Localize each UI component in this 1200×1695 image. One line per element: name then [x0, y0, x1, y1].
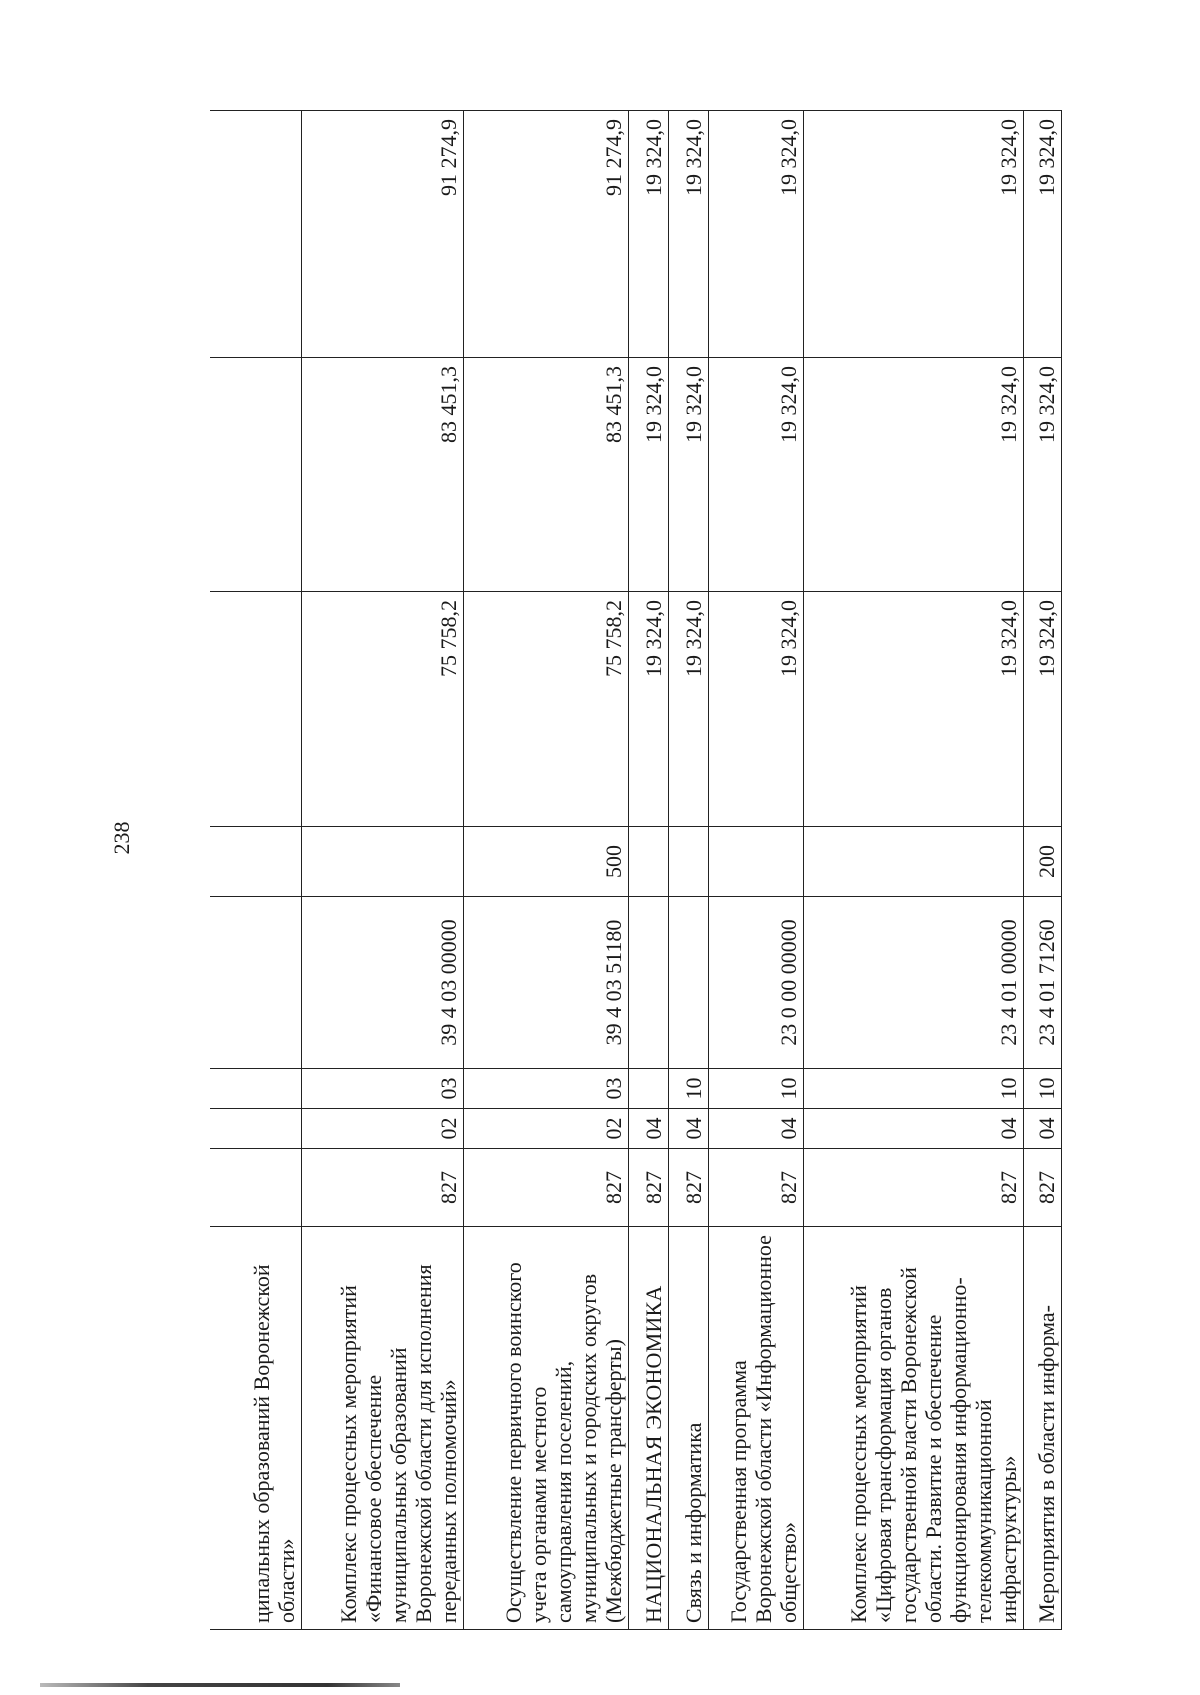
- row-name: Комплекс процессных мероприятий «Цифровая трансформация органов государственной власти Воронежской области. Развитие и обеспечение функционирования информационно-телекоммуникационной инфраструктуры»: [803, 1227, 1023, 1630]
- page-number: 238: [109, 821, 134, 855]
- cell-section: 04: [708, 1109, 803, 1149]
- cell-year-1: 19 324,0: [803, 592, 1023, 827]
- cell-target-article: [668, 897, 708, 1069]
- cell-subsection: 03: [463, 1069, 628, 1109]
- cell-year-2: 19 324,0: [803, 358, 1023, 592]
- cell-section: 04: [803, 1109, 1023, 1149]
- cell-year-1: 19 324,0: [628, 592, 668, 827]
- cell-section: 04: [668, 1109, 708, 1149]
- row-name: Мероприятия в области информа-: [1023, 1227, 1061, 1630]
- budget-table: [210, 110, 1062, 1630]
- cell-year-2: 83 451,3: [463, 358, 628, 592]
- cell-grbs: 827: [1023, 1149, 1061, 1227]
- cell-expense-type: [803, 827, 1023, 897]
- cell-expense-type: [301, 827, 463, 897]
- cell-year-3: 91 274,9: [301, 111, 463, 358]
- row-name: Комплекс процессных мероприятий «Финансовое обеспечение муниципальных образований Воронежской области для исполнения переданных полномочий»: [301, 1227, 463, 1630]
- budget-table-rotated: [210, 111, 1121, 1630]
- cell-year-3: 91 274,9: [463, 111, 628, 358]
- cell-expense-type: 200: [1023, 827, 1061, 897]
- row-name: Связь и информатика: [668, 1227, 708, 1630]
- cell-expense-type: [210, 827, 301, 897]
- cell-year-2: 83 451,3: [301, 358, 463, 592]
- cell-grbs: 827: [463, 1149, 628, 1227]
- cell-year-2: 19 324,0: [628, 358, 668, 592]
- cell-year-1: 75 758,2: [301, 592, 463, 827]
- cell-grbs: 827: [803, 1149, 1023, 1227]
- cell-grbs: [210, 1149, 301, 1227]
- cell-year-2: 19 324,0: [708, 358, 803, 592]
- cell-section: 02: [301, 1109, 463, 1149]
- table-row: [463, 111, 628, 1630]
- cell-year-3: [210, 111, 301, 358]
- cell-target-article: 39 4 03 00000: [301, 897, 463, 1069]
- row-name: Государственная программа Воронежской области «Информационное общество»: [708, 1227, 803, 1630]
- cell-subsection: 10: [668, 1069, 708, 1109]
- scan-edge-line: [40, 1683, 400, 1687]
- cell-expense-type: [708, 827, 803, 897]
- cell-grbs: 827: [708, 1149, 803, 1227]
- cell-subsection: 10: [803, 1069, 1023, 1109]
- cell-year-3: 19 324,0: [708, 111, 803, 358]
- cell-section: 04: [628, 1109, 668, 1149]
- cell-expense-type: [628, 827, 668, 897]
- cell-year-1: [210, 592, 301, 827]
- cell-expense-type: [668, 827, 708, 897]
- table-row: [803, 111, 1023, 1630]
- cell-subsection: 10: [1023, 1069, 1061, 1109]
- cell-year-2: [210, 358, 301, 592]
- cell-year-1: 19 324,0: [1023, 592, 1061, 827]
- cell-grbs: 827: [628, 1149, 668, 1227]
- table-row: [210, 111, 301, 1630]
- cell-target-article: 23 4 01 71260: [1023, 897, 1061, 1069]
- row-name: Осуществление первичного воинского учета органами местного самоуправления поселений, муниципальных и городских округов (Межбюджетные трансферты): [463, 1227, 628, 1630]
- cell-section: 04: [1023, 1109, 1061, 1149]
- cell-subsection: 03: [301, 1069, 463, 1109]
- cell-year-2: 19 324,0: [1023, 358, 1061, 592]
- table-row: [628, 111, 668, 1630]
- cell-year-1: 19 324,0: [668, 592, 708, 827]
- cell-year-3: 19 324,0: [668, 111, 708, 358]
- cell-target-article: [210, 897, 301, 1069]
- cell-section: [210, 1109, 301, 1149]
- cell-year-3: 19 324,0: [1023, 111, 1061, 358]
- cell-year-1: 75 758,2: [463, 592, 628, 827]
- cell-target-article: 23 0 00 00000: [708, 897, 803, 1069]
- cell-subsection: [628, 1069, 668, 1109]
- row-name: ципальных образований Воронежской области»: [210, 1227, 301, 1630]
- cell-section: 02: [463, 1109, 628, 1149]
- table-row: [668, 111, 708, 1630]
- table-row: [301, 111, 463, 1630]
- cell-target-article: 23 4 01 00000: [803, 897, 1023, 1069]
- cell-year-3: 19 324,0: [628, 111, 668, 358]
- table-row: [708, 111, 803, 1630]
- cell-grbs: 827: [668, 1149, 708, 1227]
- cell-subsection: [210, 1069, 301, 1109]
- cell-target-article: 39 4 03 51180: [463, 897, 628, 1069]
- cell-expense-type: 500: [463, 827, 628, 897]
- cell-year-1: 19 324,0: [708, 592, 803, 827]
- row-name: НАЦИОНАЛЬНАЯ ЭКОНОМИКА: [628, 1227, 668, 1630]
- cell-year-3: 19 324,0: [803, 111, 1023, 358]
- cell-grbs: 827: [301, 1149, 463, 1227]
- cell-subsection: 10: [708, 1069, 803, 1109]
- cell-year-2: 19 324,0: [668, 358, 708, 592]
- cell-target-article: [628, 897, 668, 1069]
- table-row: [1023, 111, 1061, 1630]
